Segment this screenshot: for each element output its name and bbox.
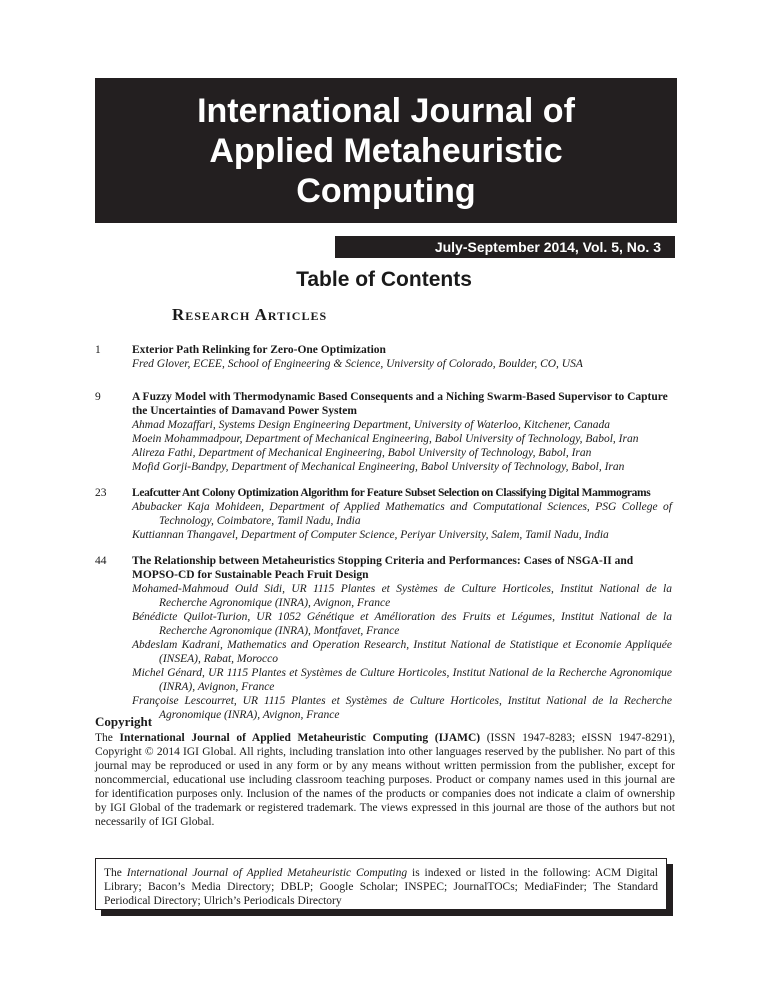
article-page-number: 1: [95, 344, 101, 356]
copyright-text: [95, 731, 675, 829]
article-page-number: 9: [95, 391, 101, 403]
article-body: [132, 390, 672, 474]
indexing-box: [95, 858, 667, 910]
article-body: [132, 486, 672, 542]
issue-banner: July-September 2014, Vol. 5, No. 3: [335, 236, 675, 258]
journal-title-block: [95, 78, 677, 223]
journal-title-line: Computing: [296, 171, 476, 210]
indexing-body: is indexed or listed in the following: ACM Digital Library; Bacon’s Media Directory; DBLP; Google Scholar; INSPEC; JournalTOCs; MediaFinder; The Standard Periodical Directory; Ulrich’s Periodicals Directory: [104, 867, 659, 907]
article-title-line: MOPSO-CD for Sustainable Peach Fruit Design: [132, 569, 369, 581]
article-author: Alireza Fathi, Department of Mechanical Engineering, Babol University of Technology, Babol, Iran: [132, 447, 592, 459]
article-title[interactable]: Exterior Path Relinking for Zero-One Optimization: [132, 344, 386, 356]
copyright-section: [95, 715, 675, 829]
article-author: Bénédicte Quilot-Turion, UR 1052 Génétique et Amélioration des Fruits et Légumes, Institut National de la Recherche Agronomique (INRA), Montfavet, France: [132, 611, 672, 637]
article-author: Mohamed-Mahmoud Ould Sidi, UR 1115 Plantes et Systèmes de Culture Horticoles, Institut National de la Recherche Agronomique (INRA), Avignon, France: [132, 583, 672, 609]
article-author: Moein Mohammadpour, Department of Mechanical Engineering, Babol University of Technology, Babol, Iran: [132, 433, 639, 445]
journal-title-line: Applied Metaheuristic: [209, 131, 563, 170]
article-page-number: 23: [95, 487, 107, 499]
article-title-line: The Relationship between Metaheuristics Stopping Criteria and Performances: Cases of NSGA-II and: [132, 555, 634, 567]
article-title[interactable]: [132, 554, 672, 582]
section-heading: [172, 305, 327, 325]
copyright-intro: The: [95, 732, 120, 744]
toc-heading: Table of Contents: [296, 268, 472, 291]
article-body: [132, 343, 672, 371]
indexing-journal-name: International Journal of Applied Metaheuristic Computing: [126, 867, 408, 879]
journal-title-line: International Journal of: [197, 91, 575, 130]
article-title-line: A Fuzzy Model with Thermodynamic Based Consequents and a Niching Swarm-Based Supervisor to Capture: [132, 391, 668, 403]
article-title[interactable]: Leafcutter Ant Colony Optimization Algorithm for Feature Subset Selection on Classifying Digital Mammograms: [132, 487, 651, 499]
copyright-heading: Copyright: [95, 714, 153, 729]
section-heading-text: Research Articles: [172, 305, 328, 324]
article-author: Fred Glover, ECEE, School of Engineering & Science, University of Colorado, Boulder, CO, USA: [132, 358, 583, 370]
article-author: Mofid Gorji-Bandpy, Department of Mechanical Engineering, Babol University of Technology, Babol, Iran: [132, 461, 625, 473]
indexing-intro: The: [104, 867, 127, 879]
article-author: Françoise Lescourret, UR 1115 Plantes et Systèmes de Culture Horticoles, Institut National de la Recherche Agronomique (INRA), Avignon, France: [132, 695, 672, 721]
article-author: Abubacker Kaja Mohideen, Department of Applied Mathematics and Computational Sciences, PSG College of Technology, Coimbatore, Tamil Nadu, India: [132, 501, 672, 527]
article-page-number: 44: [95, 555, 107, 567]
copyright-journal-name: International Journal of Applied Metaheuristic Computing (IJAMC): [119, 732, 481, 744]
article-author: Kuttiannan Thangavel, Department of Computer Science, Periyar University, Salem, Tamil Nadu, India: [132, 529, 609, 541]
copyright-body: (ISSN 1947-8283; eISSN 1947-8291), Copyright © 2014 IGI Global. All rights, including translation into other languages reserved by the publisher. No part of this journal may be reproduced or used in any form or by any means without written permission from the publisher, except for noncommercial, educational use including classroom teaching purposes. Product or company names used in this journal are for identification purposes only. Inclusion of the names of the products or companies does not indicate a claim of ownership by IGI Global of the trademark or registered trademark. The views expressed in this journal are those of the authors but not necessarily of IGI Global.: [95, 732, 675, 828]
article-body: [132, 554, 672, 722]
article-title-line: the Uncertainties of Damavand Power System: [132, 405, 357, 417]
article-title[interactable]: [132, 390, 672, 418]
article-author: Ahmad Mozaffari, Systems Design Engineering Department, University of Waterloo, Kitchener, Canada: [132, 419, 611, 431]
article-author: Abdeslam Kadrani, Mathematics and Operation Research, Institut National de Statistique et Economie Appliquée (INSEA), Rabat, Morocco: [132, 639, 672, 665]
article-author: Michel Génard, UR 1115 Plantes et Systèmes de Culture Horticoles, Institut National de la Recherche Agronomique (INRA), Avignon, France: [132, 667, 672, 693]
